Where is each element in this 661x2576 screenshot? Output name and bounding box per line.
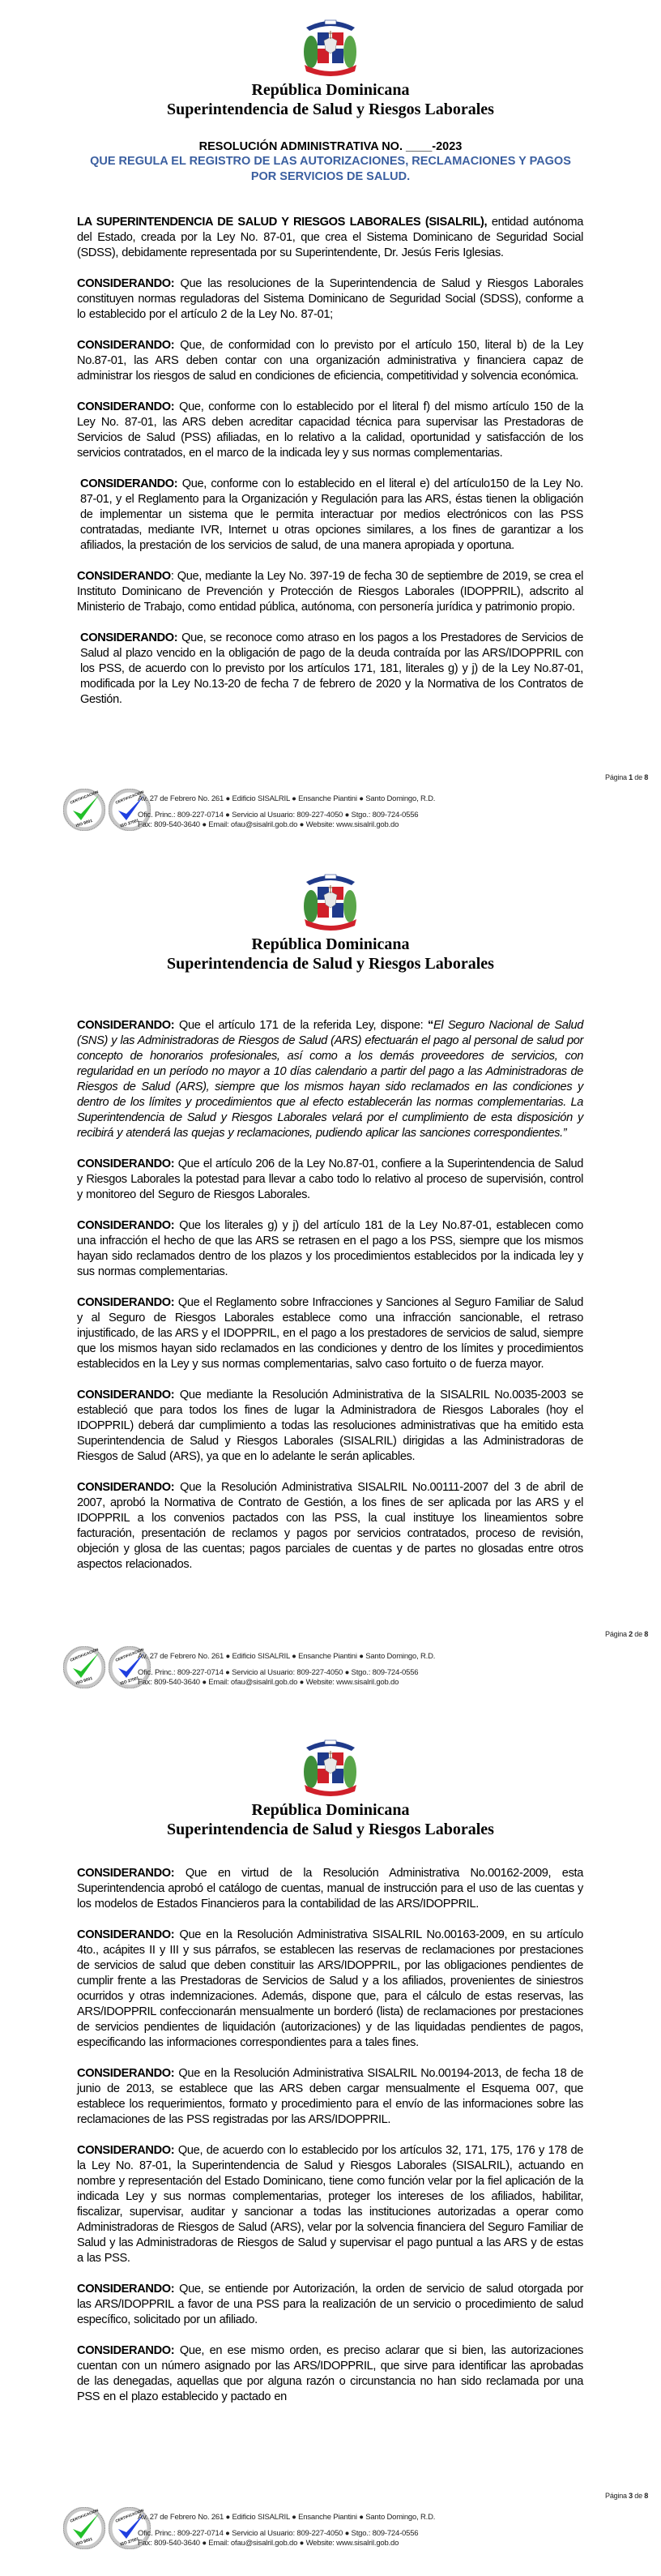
paragraph-lead: CONSIDERANDO: xyxy=(77,400,175,413)
considerando-paragraph xyxy=(77,2066,583,2128)
considerando-paragraph xyxy=(77,2143,583,2266)
document-page-2 xyxy=(0,856,661,1712)
quote-mark: “ xyxy=(428,1019,433,1032)
paragraph-lead: CONSIDERANDO: xyxy=(77,1019,175,1032)
badge-top-text: CERTIFICACIÓN xyxy=(114,789,145,805)
paragraph-text: Que en virtud de la Resolución Administrativa No.00162-2009, esta Superintendencia aprobó el catálogo de cuentas, manual de instrucción para el uso de las cuentas y los modelos de Estados Financieros para la contabilidad de las ARS/IDOPPRIL. xyxy=(77,1867,583,1911)
footer-phones: Ofic. Princ.: 809-227-0714 ● Servicio al Usuario: 809-227-4050 ● Stgo.: 809-724-0556 xyxy=(138,1668,419,1677)
considerando-paragraph xyxy=(77,1218,583,1280)
considerando-paragraph xyxy=(77,1866,583,1912)
paragraph-text: entidad autónoma del Estado, creada por la Ley No. 87-01, que crea el Sistema Dominicano de Seguridad Social (SDSS), debidamente representada por su Superintendente, Dr. Jesús Feris Iglesias. xyxy=(77,216,583,259)
paragraph-text: Que en la Resolución Administrativa SISALRIL No.00194-2013, de fecha 18 de junio de 2013, se establece que las ARS deben cargar mensualmente el Esquema 007, que establece los requerimientos, formato y procedimiento para el envío de las informaciones sobre las reclamaciones de las PSS registradas por las ARS/IDOPPRIL. xyxy=(77,2067,583,2126)
footer-address: Av. 27 de Febrero No. 261 ● Edificio SISALRIL ● Ensanche Piantini ● Santo Domingo, R.D. xyxy=(138,1652,436,1661)
page-body xyxy=(77,215,583,723)
document-page-1 xyxy=(0,0,661,856)
iso-9001-certification-badge xyxy=(63,1646,105,1688)
paragraph-text: Que el Reglamento sobre Infracciones y Sanciones al Seguro Familiar de Salud y al Seguro de Riesgos Laborales establece como una infracción sancionable, el retraso injustificado, de las ARS y el IDOPPRIL, en el pago a los prestadores de servicios de salud, siempre que los mismos hayan sido reclamados en las condiciones y dentro de los límites y procedimientos establecidos en la Ley y sus normas complementarias, salvo caso fortuito o de fuerza mayor. xyxy=(77,1296,583,1371)
considerando-paragraph xyxy=(77,1388,583,1465)
paragraph-lead: CONSIDERANDO: xyxy=(77,1928,175,1941)
coat-of-arms-icon xyxy=(298,1738,363,1799)
paragraph-lead: CONSIDERANDO: xyxy=(77,277,175,290)
paragraph-lead: CONSIDERANDO: xyxy=(80,631,178,644)
paragraph-lead: CONSIDERANDO: xyxy=(77,2144,175,2157)
paragraph-lead: CONSIDERANDO: xyxy=(77,2344,175,2357)
badge-bottom-text: ISO 27001 xyxy=(119,818,140,829)
page-footer xyxy=(63,2507,517,2564)
badge-bottom-text: ISO 27001 xyxy=(119,2536,140,2548)
coat-of-arms-icon xyxy=(298,872,363,934)
page-number: Página 3 de 8 xyxy=(605,2492,648,2500)
footer-address: Av. 27 de Febrero No. 261 ● Edificio SISALRIL ● Ensanche Piantini ● Santo Domingo, R.D. xyxy=(138,794,436,803)
considerando-paragraph xyxy=(77,338,583,384)
paragraph-lead: LA SUPERINTENDENCIA DE SALUD Y RIESGOS LABORALES (SISALRIL), xyxy=(77,216,488,229)
paragraph-text: Que, de conformidad con lo previsto por el artículo 150, literal b) de la Ley No.87-01, las ARS deben contar con una organización administrativa y financiera capaz de administrar los riesgos de salud en condiciones de eficiencia, competitividad y solvencia económica. xyxy=(77,339,583,383)
header-institution: Superintendencia de Salud y Riesgos Laborales xyxy=(167,955,494,973)
paragraph-text: Que la Resolución Administrativa SISALRIL No.00111-2007 del 3 de abril de 2007, aprobó la Normativa de Contrato de Gestión, a los fines de ser aplicada por las ARS y el IDOPPRIL a los convenios pactados con las PSS, la cual instituye los lineamientos sobre facturación, presentación de reclamos y pagos por servicios contratados, proceso de revisión, objeción y glosa de las cuentas; pagos parciales de cuentas y de partes no glosadas entre otros aspectos relacionados. xyxy=(77,1481,583,1571)
paragraph-lead: CONSIDERANDO: xyxy=(77,1296,175,1309)
footer-address: Av. 27 de Febrero No. 261 ● Edificio SISALRIL ● Ensanche Piantini ● Santo Domingo, R.D. xyxy=(138,2513,436,2522)
page-footer xyxy=(63,789,517,845)
paragraph-text: : Que, mediante la Ley No. 397-19 de fecha 30 de septiembre de 2019, se crea el Instituto Dominicano de Prevención y Protección de Riesgos Laborales (IDOPPRIL), adscrito al Ministerio de Trabajo, como entidad pública, autónoma, con personería jurídica y patrimonio propio. xyxy=(77,570,583,614)
considerando-paragraph xyxy=(77,2282,583,2328)
considerando-paragraph xyxy=(77,1480,583,1573)
paragraph-text: Que los literales g) y j) del artículo 181 de la Ley No.87-01, establecen como una infracción el hecho de que las ARS se retrasen en el pago a los PSS, siempre que los mismos hayan sido reclamados dentro de los plazos y los procedimientos establecidos por la indicada ley y sus normas complementarias. xyxy=(77,1219,583,1278)
paragraph-text: Que, conforme con lo establecido por el literal f) del mismo artículo 150 de la Ley No. 87-01, las ARS deben acreditar capacidad técnica para supervisar las Prestadoras de Servicios de Salud (PSS) afiliadas, en lo relativo a la calidad, oportunidad y satisfacción de los servicios contratados, en el marco de la indicada ley y sus normas complementarias. xyxy=(77,400,583,460)
header-institution: Superintendencia de Salud y Riesgos Laborales xyxy=(167,1821,494,1838)
badge-top-text: CERTIFICACIÓN xyxy=(114,2508,145,2523)
badge-top-text: CERTIFICACIÓN xyxy=(69,2508,100,2523)
considerando-paragraph xyxy=(77,477,583,554)
header-country: República Dominicana xyxy=(251,1801,410,1819)
law-quote: El Seguro Nacional de Salud (SNS) y las Administradoras de Riesgos de Salud (ARS) efectuarán el pago al personal de salud por concepto de honorarios profesionales, así como a los demás proveedores de servicios, con regularidad en un período no mayor a 10 días calendario a partir del pago a las Administradoras de Riesgos de Salud (ARS), siempre que los mismos hayan sido reclamados en las condiciones y dentro de los límites y procedimientos que al efecto establecerán las normas complementarias. La Superintendencia de Salud y Riesgos Laborales velará por el cumplimiento de esta disposición y recibirá y atenderá las quejas y reclamaciones, pudiendo aplicar las sanciones correspondientes.” xyxy=(77,1019,583,1140)
considerando-paragraph xyxy=(77,276,583,323)
paragraph-lead: CONSIDERANDO: xyxy=(80,477,178,490)
considerando-paragraph xyxy=(77,1295,583,1372)
paragraph-text: Que el artículo 206 de la Ley No.87-01, confiere a la Superintendencia de Salud y Riesgos Laborales la potestad para llevar a cabo todo lo relativo al proceso de supervisión, control y monitoreo del Seguro de Riesgos Laborales. xyxy=(77,1157,583,1201)
footer-phones: Ofic. Princ.: 809-227-0714 ● Servicio al Usuario: 809-227-4050 ● Stgo.: 809-724-0556 xyxy=(138,2529,419,2538)
page-body xyxy=(77,1018,583,1588)
paragraph-text: Que, conforme con lo establecido en el literal e) del artículo150 de la Ley No. 87-01, y el Reglamento para la Organización y Regulación para las ARS, éstas tienen la obligación de implementar un sistema que le permita interactuar por medios electrónicos con las PSS contratadas, mediante IVR, Internet u otras opciones similares, a los fines de garantizar a los afiliados, la prestación de los servicios de salud, de una manera apropiada y oportuna. xyxy=(80,477,583,552)
paragraph-lead: CONSIDERANDO: xyxy=(77,1157,175,1170)
paragraph-text: Que las resoluciones de la Superintendencia de Salud y Riesgos Laborales constituyen normas reguladoras del Sistema Dominicano de Seguridad Social (SDSS), conforme a lo establecido por el artículo 2 de la Ley No. 87-01; xyxy=(77,277,583,321)
paragraph-lead: CONSIDERANDO: xyxy=(77,339,175,352)
considerando-paragraph xyxy=(77,631,583,708)
paragraph-text: Que, de acuerdo con lo establecido por los artículos 32, 171, 175, 176 y 178 de la Ley No. 87-01, la Superintendencia de Salud y Riesgos Laborales (SISALRIL), actuando en nombre y representación del Estado Dominicano, tiene como función velar por la fiel aplicación de la indicada Ley y sus normas complementarias, proteger los intereses de los afiliados, habilitar, fiscalizar, supervisar, auditar y sancionar a todas las instituciones autorizadas a operar como Administradoras de Riesgos de Salud (ARS), velar por la solvencia financiera del Seguro Familiar de Salud y las Administradoras de Riesgos de Salud y supervisar el pago puntual a las ARS y de estas a las PSS. xyxy=(77,2144,583,2265)
badge-bottom-text: ISO 9001 xyxy=(75,2536,93,2548)
iso-9001-certification-badge xyxy=(63,789,105,831)
considerando-paragraph xyxy=(77,1018,583,1141)
header-country: República Dominicana xyxy=(251,935,410,953)
footer-phones: Ofic. Princ.: 809-227-0714 ● Servicio al Usuario: 809-227-4050 ● Stgo.: 809-724-0556 xyxy=(138,811,419,819)
paragraph-text: Que el artículo 171 de la referida Ley, dispone: xyxy=(174,1019,428,1032)
paragraph-text: Que, se entiende por Autorización, la orden de servicio de salud otorgada por las ARS/IDOPPRIL a favor de una PSS para la realización de un servicio o procedimiento de salud específico, solicitado por un afiliado. xyxy=(77,2283,583,2326)
paragraph-lead: CONSIDERANDO: xyxy=(77,1481,175,1494)
page-footer xyxy=(63,1646,517,1703)
considerando-paragraph xyxy=(77,2343,583,2405)
page-body xyxy=(77,1866,583,2420)
footer-contact: Fax: 809-540-3640 ● Email: ofau@sisalril.gob.do ● Website: www.sisalril.gob.do xyxy=(138,820,399,829)
paragraph-lead: CONSIDERANDO: xyxy=(77,1867,175,1880)
page-number: Página 1 de 8 xyxy=(605,773,648,781)
paragraph-lead: CONSIDERANDO xyxy=(77,570,171,583)
paragraph-text: Que, se reconoce como atraso en los pagos a los Prestadores de Servicios de Salud al plazo vencido en la obligación de pago de la deuda contraída por las ARS/IDOPPRIL con los PSS, de acuerdo con lo previsto por los artículos 171, 181, literales g) y j) de la Ley No.87-01, modificada por la Ley No.13-20 de fecha 7 de febrero de 2020 y la Normativa de los Contratos de Gestión. xyxy=(80,631,583,706)
considerando-paragraph xyxy=(77,569,583,615)
badge-top-text: CERTIFICACIÓN xyxy=(69,1647,100,1662)
paragraph-lead: CONSIDERANDO: xyxy=(77,1219,175,1232)
badge-bottom-text: ISO 27001 xyxy=(119,1675,140,1687)
document-page-3 xyxy=(0,1712,661,2576)
resolution-subject: QUE REGULA EL REGISTRO DE LAS AUTORIZACIONES, RECLAMACIONES Y PAGOS POR SERVICIOS DE SALUD. xyxy=(90,155,571,183)
footer-contact: Fax: 809-540-3640 ● Email: ofau@sisalril.gob.do ● Website: www.sisalril.gob.do xyxy=(138,1678,399,1687)
considerando-paragraph xyxy=(77,1157,583,1203)
badge-bottom-text: ISO 9001 xyxy=(75,1675,93,1687)
considerando-paragraph xyxy=(77,400,583,461)
paragraph-lead: CONSIDERANDO: xyxy=(77,1389,175,1401)
page-number: Página 2 de 8 xyxy=(605,1630,648,1638)
paragraph-text: Que en la Resolución Administrativa SISALRIL No.00163-2009, en su artículo 4to., acápites II y III y sus párrafos, se establecen las reservas de reclamaciones por prestaciones de servicios de salud que deben constituir las ARS/IDOPPRIL, por las obligaciones pendientes de cumplir frente a las Prestadoras de Servicios de Salud y a los afiliados, provenientes de siniestros ocurridos y otras indemnizaciones. Además, dispone que, para el cálculo de estas reservas, las ARS/IDOPPRIL confeccionarán mensualmente un borderó (lista) de reclamaciones por prestaciones de servicios pendientes de liquidación (autorizaciones) y de las liquidadas pendientes de pagos, especificando las informaciones correspondientes para a tales fines. xyxy=(77,1928,583,2049)
resolution-number: RESOLUCIÓN ADMINISTRATIVA NO. ____-2023 xyxy=(198,140,463,153)
badge-top-text: CERTIFICACIÓN xyxy=(69,789,100,805)
coat-of-arms-icon xyxy=(298,18,363,79)
footer-contact: Fax: 809-540-3640 ● Email: ofau@sisalril.gob.do ● Website: www.sisalril.gob.do xyxy=(138,2539,399,2548)
badge-bottom-text: ISO 9001 xyxy=(75,818,93,829)
iso-9001-certification-badge xyxy=(63,2507,105,2549)
paragraph-text: Que, en ese mismo orden, es preciso aclarar que si bien, las autorizaciones cuentan con un número asignado por las ARS/IDOPPRIL, que sirve para identificar las aprobadas de las denegadas, aquellas que por alguna razón o circunstancia no han sido reclamada por una PSS en el plazo establecido y pactado en xyxy=(77,2344,583,2403)
considerando-paragraph xyxy=(77,1928,583,2051)
header-country: República Dominicana xyxy=(251,81,410,99)
header-institution: Superintendencia de Salud y Riesgos Laborales xyxy=(167,101,494,118)
paragraph-text: Que mediante la Resolución Administrativa de la SISALRIL No.0035-2003 se estableció que para todos los fines de lugar la Administradora de Riesgos Laborales (hoy el IDOPPRIL) deberá dar cumplimiento a todas las resoluciones administrativas que ha emitido esta Superintendencia de Salud y Riesgos Laborales (SISALRIL) dirigidas a las Administradoras de Riesgos de Salud (ARS), ya que en lo adelante le serán aplicables. xyxy=(77,1389,583,1463)
paragraph-lead: CONSIDERANDO: xyxy=(77,2283,175,2296)
badge-top-text: CERTIFICACIÓN xyxy=(114,1647,145,1662)
preamble-paragraph xyxy=(77,215,583,261)
paragraph-lead: CONSIDERANDO: xyxy=(77,2067,175,2080)
